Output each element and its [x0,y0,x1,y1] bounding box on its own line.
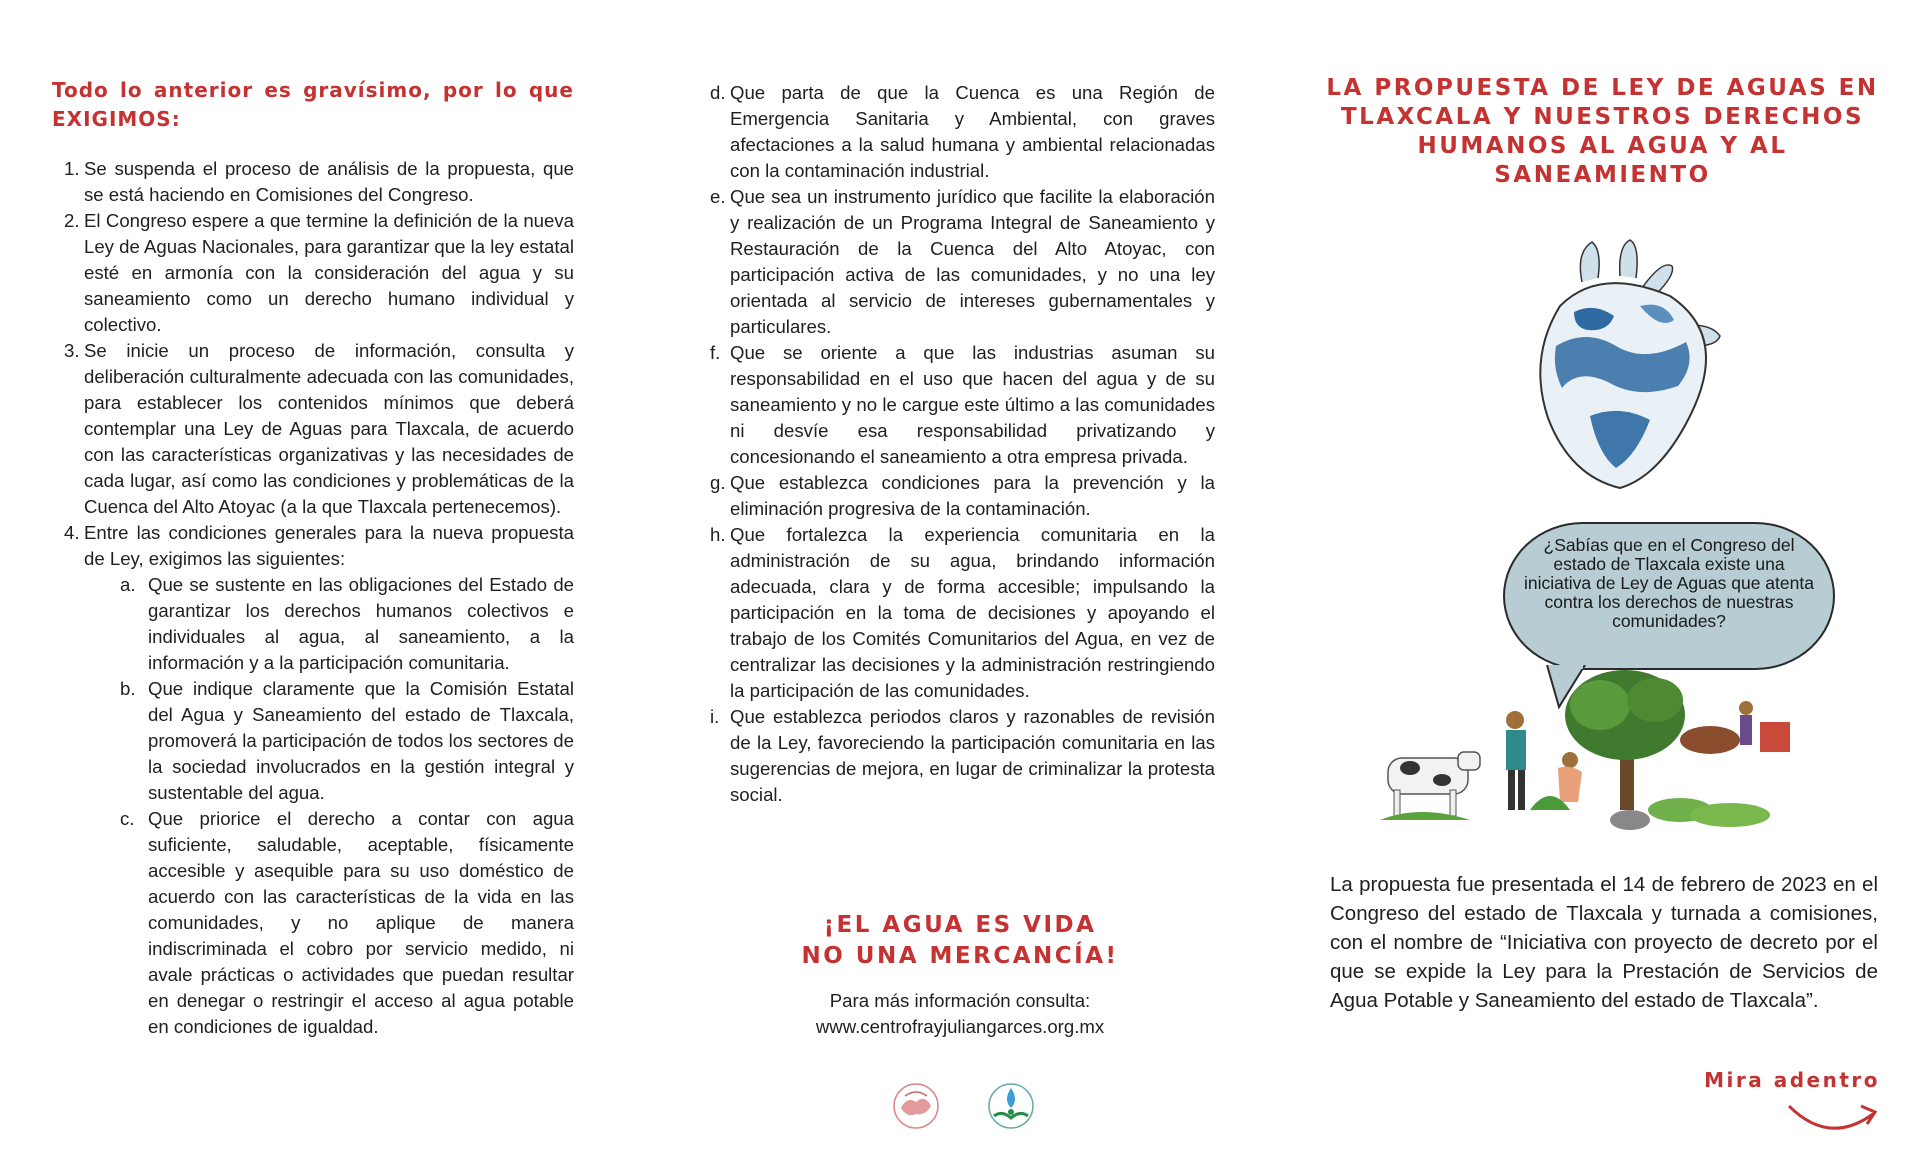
left-logo [885,1078,947,1134]
bubble-question: ¿Sabías que en el Congreso del estado de Tlaxcala existe una iniciativa de Ley de Aguas que atenta contra los derechos de nuestras comunidades? [1524,535,1814,631]
conditions-list-continued [710,80,1215,808]
community-scene-illustration [1380,660,1800,835]
look-inside-label: Mira adentro [1704,1068,1880,1092]
list-item: d. Que parta de que la Cuenca es una Región de Emergencia Sanitaria y Ambiental, con graves afectaciones a la salud humana y ambiental relacionadas con la contaminación industrial. [710,82,1215,181]
slogan: ¡EL AGUA ES VIDA NO UNA MERCANCÍA! [801,912,1119,969]
list-item: 1. Se suspenda el proceso de análisis de la propuesta, que se está haciendo en Comisiones del Congreso. [64,158,574,205]
proposal-summary: La propuesta fue presentada el 14 de febrero de 2023 en el Congreso del estado de Tlaxcala y turnada a comisiones, con el nombre de “Iniciativa con proyecto de decreto por el que se expide la Ley para la Prestación de Servicios de Agua Potable y Saneamiento del estado de Tlaxcala”. [1330,873,1878,1012]
list-item: e. Que sea un instrumento jurídico que facilite la elaboración y realización de un Programa Integral de Saneamiento y Restauración de la Cuenca del Alto Atoyac, con participación activa de las comunidades, y no una ley orientada al servicio de intereses gubernamentales y particulares. [710,186,1215,337]
more-info: Para más información consulta: www.centrofrayjuliangarces.org.mx [750,988,1170,1040]
list-item: f. Que se oriente a que las industrias asuman su responsabilidad en el uso que hacen del agua y de su saneamiento y no le cargue este último a las comunidades ni desvíe esa responsabilidad privatizando y concesionando el saneamiento a otra empresa privada. [710,342,1215,467]
right-logo [980,1078,1042,1134]
page-title: LA PROPUESTA DE LEY DE AGUAS EN TLAXCALA Y NUESTROS DERECHOS HUMANOS AL AGUA Y AL SANEAMIENTO [1326,75,1879,188]
demands-list [52,156,574,1040]
left-column [52,0,574,1040]
list-item: i. Que establezca periodos claros y razonables de revisión de la Ley, favoreciendo la participación comunitaria en las sugerencias de mejora, en lugar de criminalizar la protesta social. [710,706,1215,805]
conditions-list [84,572,574,1040]
list-item: 3. Se inicie un proceso de información, consulta y deliberación culturalmente adecuada con las comunidades, para establecer los contenidos mínimos que deberá contemplar una Ley de Aguas para Tlaxcala, de acuerdo con las características organizativas y las necesidades de cada lugar, así como las condiciones y problemáticas de la Cuenca del Alto Atoyac (a la que Tlaxcala pertenecemos). [64,340,574,517]
list-item: c. Que priorice el derecho a contar con agua suficiente, saludable, aceptable, físicamente accesible y asequible para su uso doméstico de acuerdo con las características de la vida en las comunidades, y no aplique de manera indiscriminada el cobro por servicio medido, ni avale prácticas o actividades que puedan resultar en denegar o restringir el acceso al agua potable en condiciones de igualdad. [120,808,574,1037]
heart-globe-illustration [1530,236,1735,491]
list-item: b. Que indique claramente que la Comisión Estatal del Agua y Saneamiento del estado de Tlaxcala, promoverá la participación de todos los sectores de la sociedad involucrados en la gestión integral y sustentable del agua. [120,678,574,803]
list-item: 4. Entre las condiciones generales para la nueva propuesta de Ley, exigimos las siguientes: a. Que se sustente en las obligaciones del Estado de garantizar los derechos humanos colectivos e individuales al agua, al saneamiento, a la información y a la participación comunitaria. b. Que indique claramente que la Comisión Estatal del Agua y Saneamiento del estado de Tlaxcala, promoverá la participación de todos los sectores de la sociedad involucrados en la gestión integral y sustentable del agua. c. Que priorice el derecho a contar con agua suficiente, saludable, aceptable, físicamente accesible y asequible para su uso doméstico de acuerdo con las características de la vida en las comunidades, y no aplique de manera indiscriminada el cobro por servicio medido, ni avale prácticas o actividades que puedan resultar en denegar o restringir el acceso al agua potable en condiciones de igualdad. [52,520,574,1040]
website-link[interactable]: www.centrofrayjuliangarces.org.mx [815,1016,1105,1037]
list-item: a. Que se sustente en las obligaciones del Estado de garantizar los derechos humanos colectivos e individuales al agua, al saneamiento, a la información y a la participación comunitaria. [120,574,574,673]
demands-heading: Todo lo anterior es gravísimo, por lo que EXIGIMOS: [52,78,574,131]
list-item: g. Que establezca condiciones para la prevención y la eliminación progresiva de la contaminación. [710,472,1215,519]
list-item: 2. El Congreso espere a que termine la definición de la nueva Ley de Aguas Nacionales, para garantizar que la ley estatal esté en armonía con la consideración del agua y su saneamiento como un derecho humano individual y colectivo. [64,210,574,335]
curved-arrow-icon [1785,1096,1885,1136]
list-item: h. Que fortalezca la experiencia comunitaria en la administración de su agua, brindando información adecuada, clara y de forma accesible; impulsando la participación en la toma de decisiones y apoyando el trabajo de los Comités Comunitarios del Agua, en vez de centralizar las decisiones y la administración restringiendo la participación de las comunidades. [710,524,1215,701]
middle-column [710,0,1215,808]
